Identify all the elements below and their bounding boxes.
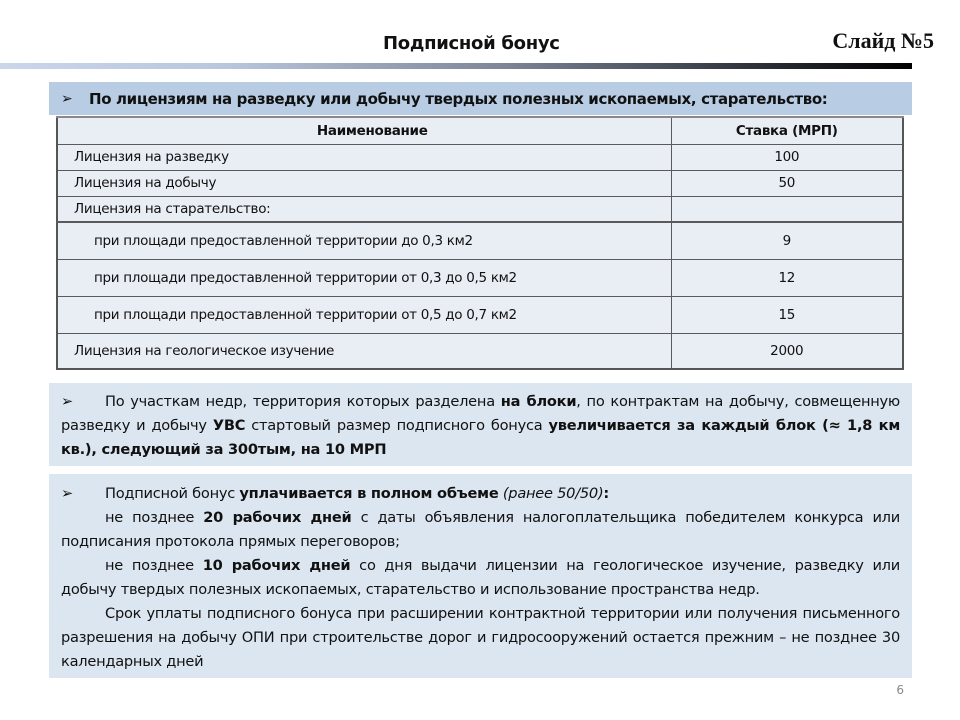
page-number: 6 (896, 683, 904, 697)
row-rate: 100 (671, 144, 903, 170)
row-name: при площади предоставленной территории от 0,3 до 0,5 км2 (57, 259, 671, 296)
row-rate (671, 196, 903, 222)
arrow-bullet-icon: ➢ (61, 393, 73, 410)
table-row (57, 333, 903, 369)
payment-terms-intro: ➢ Подписной бонус уплачивается в полном объеме (ранее 50/50): (61, 482, 900, 506)
slide-title: Подписной бонус (383, 33, 560, 54)
table-row (57, 222, 903, 259)
row-name: Лицензия на геологическое изучение (57, 333, 671, 369)
row-rate: 50 (671, 170, 903, 196)
row-name: при площади предоставленной территории от 0,5 до 0,7 км2 (57, 296, 671, 333)
title-divider (0, 63, 912, 69)
payment-term-20-days: не позднее 20 рабочих дней с даты объявления налогоплательщика победителем конкурса или подписания протокола прямых переговоров; (61, 509, 900, 550)
section-heading-licenses (49, 82, 912, 115)
row-rate: 15 (671, 296, 903, 333)
row-name: при площади предоставленной территории до 0,3 км2 (57, 222, 671, 259)
row-name: Лицензия на разведку (57, 144, 671, 170)
table-row (57, 196, 903, 222)
section-heading-text: По лицензиям на разведку или добычу твердых полезных ископаемых, старательство: (89, 89, 828, 108)
payment-term-10-days: не позднее 10 рабочих дней со дня выдачи лицензии на геологическое изучение, разведку или добычу твердых полезных ископаемых, старательство и использование пространства недр. (61, 557, 900, 598)
payment-terms-box (49, 474, 912, 678)
arrow-bullet-icon: ➢ (61, 90, 73, 107)
arrow-bullet-icon: ➢ (61, 485, 73, 502)
column-header-rate: Ставка (МРП) (671, 117, 903, 144)
rates-table (56, 116, 904, 370)
table-row (57, 170, 903, 196)
row-rate: 2000 (671, 333, 903, 369)
table-row (57, 259, 903, 296)
row-rate: 9 (671, 222, 903, 259)
slide-number-label: Слайд №5 (832, 28, 934, 53)
column-header-name: Наименование (57, 117, 671, 144)
row-name: Лицензия на добычу (57, 170, 671, 196)
payment-term-expansion: Срок уплаты подписного бонуса при расширении контрактной территории или получения письменного разрешения на добычу ОПИ при строительстве дорог и гидросооружений остается прежним – не позднее 30 календарных дней (61, 605, 900, 670)
blocks-note-paragraph: ➢ По участкам недр, территория которых разделена на блоки, по контрактам на добычу, совмещенную разведку и добычу УВС стартовый размер подписного бонуса увеличивается за каждый блок (≈ 1,8 км кв.), следующий за 300тым, на 10 МРП (61, 390, 900, 462)
table-header-row (57, 117, 903, 144)
table-row (57, 296, 903, 333)
row-name: Лицензия на старательство: (57, 196, 671, 222)
blocks-note-box (49, 383, 912, 466)
row-rate: 12 (671, 259, 903, 296)
table-row (57, 144, 903, 170)
